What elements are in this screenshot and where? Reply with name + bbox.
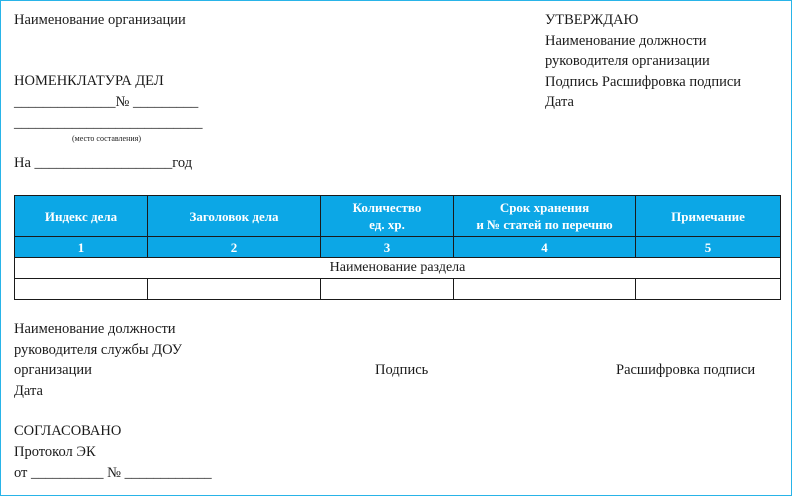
year-line: На ___________________год bbox=[14, 155, 193, 171]
footer-position-line1: Наименование должности bbox=[14, 321, 176, 337]
header-case-title: Заголовок дела bbox=[148, 196, 321, 237]
footer-signature: Подпись bbox=[375, 362, 429, 378]
footer-signature-decoding: Расшифровка подписи bbox=[616, 362, 756, 378]
section-name: Наименование раздела bbox=[15, 258, 781, 279]
table-cell bbox=[148, 279, 321, 300]
table-cell bbox=[15, 279, 148, 300]
approval-position-line1: Наименование должности bbox=[545, 33, 707, 49]
section-row bbox=[15, 258, 781, 279]
table-header-row bbox=[15, 196, 781, 237]
nomenclature-table bbox=[14, 195, 781, 300]
footer-date: Дата bbox=[14, 383, 43, 399]
place-line: __________________________ bbox=[14, 115, 203, 131]
footer-position-line2: руководителя службы ДОУ bbox=[14, 342, 183, 358]
approval-position-line2: руководителя организации bbox=[545, 53, 710, 69]
protocol-label: Протокол ЭК bbox=[14, 444, 96, 460]
header-case-index: Индекс дела bbox=[15, 196, 148, 237]
table-cell bbox=[454, 279, 636, 300]
date-number-line: ______________№ _________ bbox=[14, 94, 199, 110]
place-caption: (место составления) bbox=[72, 134, 141, 143]
table-cell bbox=[321, 279, 454, 300]
header-retention-period: Срок хранения и № статей по перечню bbox=[454, 196, 636, 237]
header-note: Примечание bbox=[636, 196, 781, 237]
footer-position-line3: организации bbox=[14, 362, 92, 378]
document-title: НОМЕНКЛАТУРА ДЕЛ bbox=[14, 73, 164, 89]
table-number-row bbox=[15, 237, 781, 258]
column-number: 4 bbox=[454, 237, 636, 258]
approval-signature-line: Подпись Расшифровка подписи bbox=[545, 74, 742, 90]
approval-heading: УТВЕРЖДАЮ bbox=[545, 12, 639, 28]
approval-date: Дата bbox=[545, 94, 574, 110]
column-number: 5 bbox=[636, 237, 781, 258]
column-number: 1 bbox=[15, 237, 148, 258]
table-cell bbox=[636, 279, 781, 300]
organization-name: Наименование организации bbox=[14, 12, 186, 28]
column-number: 3 bbox=[321, 237, 454, 258]
table-row bbox=[15, 279, 781, 300]
column-number: 2 bbox=[148, 237, 321, 258]
agreed-heading: СОГЛАСОВАНО bbox=[14, 423, 122, 439]
protocol-line: от __________ № ____________ bbox=[14, 465, 212, 481]
header-storage-units: Количество ед. хр. bbox=[321, 196, 454, 237]
